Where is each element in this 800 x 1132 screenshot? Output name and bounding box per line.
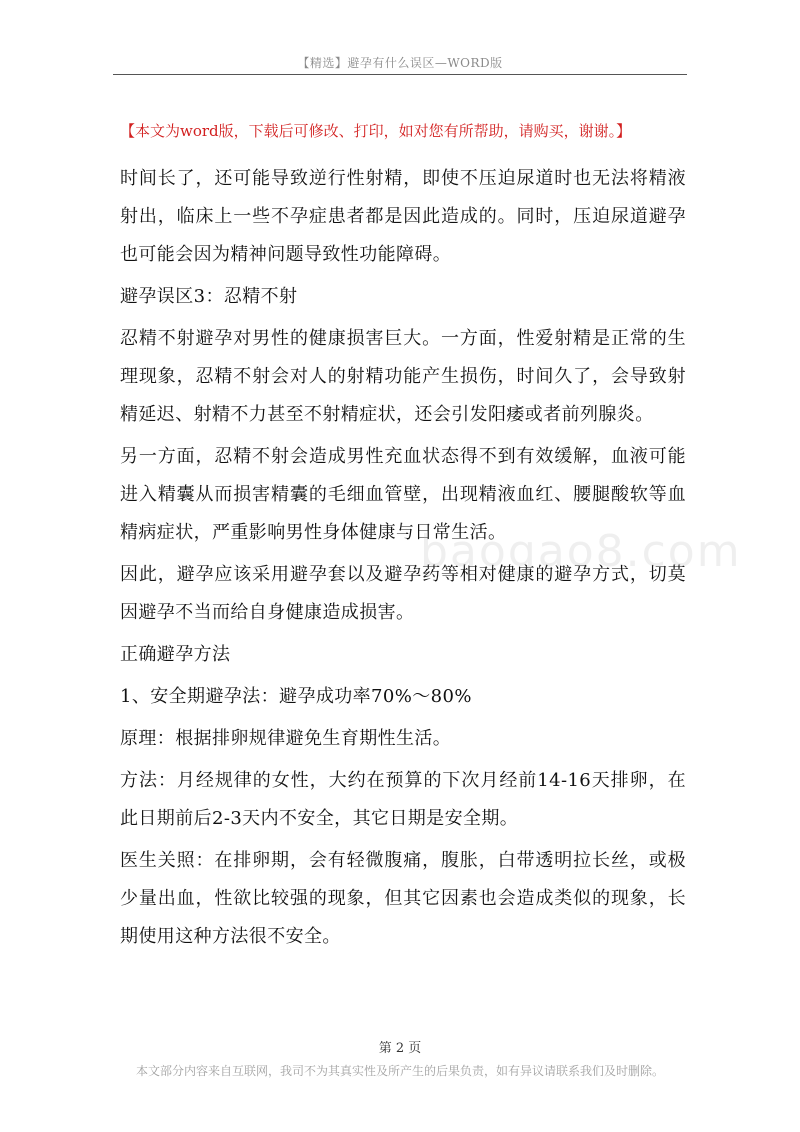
section-heading: 正确避孕方法 <box>120 644 231 665</box>
header-divider <box>113 74 687 75</box>
watermark: baogao8.com <box>420 526 742 577</box>
page-footer: 本文部分内容来自互联网，我司不为其真实性及所产生的后果负责，如有异议请联系我们及时删除。 <box>135 1064 664 1078</box>
page-number: 第 2 页 <box>378 1041 422 1056</box>
paragraph: 医生关照：在排卵期，会有轻微腹痛，腹胀，白带透明拉长丝，或极少量出血，性欲比较强的现象，但其它因素也会造成类似的现象，长期使用这种方法很不安全。 <box>120 850 686 947</box>
paragraph: 方法：月经规律的女性，大约在预算的下次月经前14-16天排卵，在此日期前后2-3天内不安全，其它日期是安全期。 <box>120 770 686 829</box>
method-heading: 1、安全期避孕法：避孕成功率70%～80% <box>120 686 472 707</box>
paragraph: 因此，避孕应该采用避孕套以及避孕药等相对健康的避孕方式，切莫因避孕不当而给自身健康造成损害。 <box>120 564 686 623</box>
page-header: 【精选】避孕有什么误区—WORD版 <box>297 56 503 70</box>
paragraph: 时间长了，还可能导致逆行性射精，即使不压迫尿道时也无法将精液射出，临床上一些不孕症患者都是因此造成的。同时，压迫尿道避孕也可能会因为精神问题导致性功能障碍。 <box>120 168 686 265</box>
paragraph: 另一方面，忍精不射会造成男性充血状态得不到有效缓解，血液可能进入精囊从而损害精囊的毛细血管壁，出现精液血红、腰腿酸软等血精病症状，严重影响男性身体健康与日常生活。 <box>120 446 686 543</box>
paragraph: 原理：根据排卵规律避免生育期性生活。 <box>120 728 452 749</box>
paragraph: 忍精不射避孕对男性的健康损害巨大。一方面，性爱射精是正常的生理现象，忍精不射会对人的射精功能产生损伤，时间久了，会导致射精延迟、射精不力甚至不射精症状，还会引发阳痿或者前列腺炎。 <box>120 328 686 425</box>
purchase-notice: 【本文为word版，下载后可修改、打印，如对您有所帮助，请购买，谢谢。】 <box>120 122 632 140</box>
section-heading: 避孕误区3：忍精不射 <box>120 286 298 307</box>
